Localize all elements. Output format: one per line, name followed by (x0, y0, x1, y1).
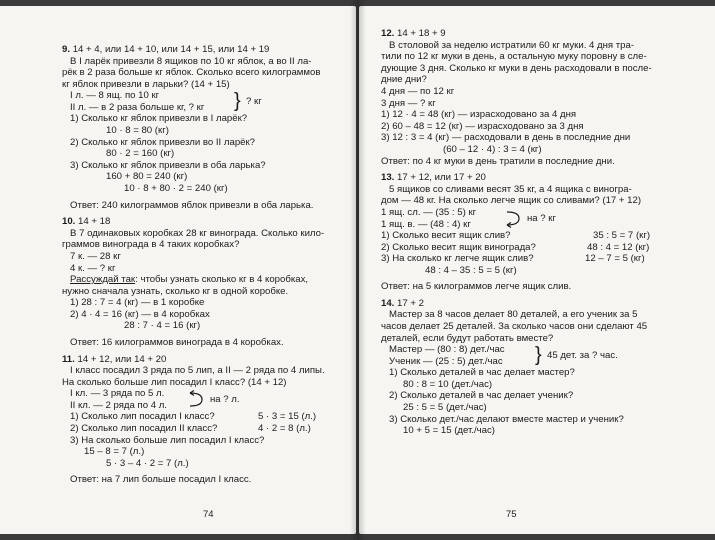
problem-text: В I ларёк привезли 8 ящиков по 10 кг яблок, а во II ла- (70, 55, 312, 67)
solution-step: 3) 12 : 3 = 4 (кг) — расходовали в день в последние дни (381, 132, 631, 144)
solution-step: 2) Сколько деталей в час делает ученик? (389, 390, 574, 402)
condition-line: 4 дня — по 12 кг (381, 85, 455, 97)
condition-line: 7 к. — 28 кг (70, 250, 121, 262)
condition-question: на ? кг (527, 212, 556, 224)
problem-text: дние дни? (381, 74, 427, 86)
solution-step: 2) Сколько весит ящик винограда? 48 : 4 = 12 (кг) (381, 241, 650, 253)
solution-step: 80 · 2 = 160 (кг) (106, 148, 175, 160)
right-brace-icon: } (234, 90, 241, 113)
solution-step: 1) Сколько лип посадил I класс? 5 · 3 = 15 (л.) (70, 411, 317, 423)
problem-text: дующие 3 дня. Сколько кг муки в день расходовали в после- (381, 62, 652, 74)
condition-line: I кл. — 3 ряда по 5 л. (70, 388, 165, 400)
curved-arrow-icon (186, 388, 206, 411)
short-condition (62, 388, 348, 411)
solution-step: 1) 12 · 4 = 48 (кг) — израсходовано за 4 дня (381, 109, 577, 121)
problem-text: деталей, если будут работать вместе? (381, 332, 554, 344)
short-condition (381, 344, 669, 367)
solution-step: 3) Сколько дет./час делают вместе мастер и ученик? (389, 413, 624, 425)
condition-line: Ученик — (25 : 5) дет./час (389, 355, 503, 367)
expression: (60 – 12 · 4) : 3 = 4 (кг) (443, 143, 542, 155)
solution-step: 2) Сколько кг яблок привезли во II ларёк? (70, 136, 256, 148)
solution-step: 2) 4 · 4 = 16 (кг) — в 4 коробках (70, 308, 210, 320)
answer: Ответ: по 4 кг муки в день тратили в последние дни. (381, 155, 615, 167)
right-brace-icon: } (535, 344, 542, 367)
solution-step: 2) Сколько лип посадил II класс? 4 · 2 = 8 (л.) (70, 423, 311, 435)
problem-text: кг яблок привезли в ларьки? (14 + 15) (62, 78, 230, 90)
problem-text: I класс посадил 3 ряда по 5 лип, а II — 2 ряда по 4 липы. (70, 365, 325, 377)
short-condition (381, 207, 669, 230)
condition-line: 3 дня — ? кг (381, 97, 436, 109)
solution-step: 80 : 8 = 10 (дет./час) (403, 378, 493, 390)
problem-text: дом — 48 кг. На сколько легче ящик со сливами? (17 + 12) (381, 195, 642, 207)
expression: 28 : 7 · 4 = 16 (кг) (124, 320, 201, 332)
page-left (0, 6, 356, 534)
solution-step: 2) 60 – 48 = 12 (кг) — израсходовано за 3 дня (381, 120, 584, 132)
solution-step: 3) Сколько кг яблок привезли в оба ларька? (70, 159, 266, 171)
page-right-content (381, 28, 669, 437)
problem-text: В столовой за неделю истратили 60 кг муки. 4 дня тра- (389, 39, 635, 51)
expression: 5 · 3 – 4 · 2 = 7 (л.) (106, 457, 189, 469)
expression: 48 : 4 – 35 : 5 = 5 (кг) (425, 264, 517, 276)
condition-line: Мастер — (80 : 8) дет./час (389, 344, 505, 356)
solution-step: 25 : 5 = 5 (дет./час) (403, 402, 487, 414)
curved-arrow-icon (503, 207, 523, 230)
condition-line: 1 ящ. в. — (48 : 4) кг (381, 218, 471, 230)
problem-text: часов делает 25 деталей. За сколько часов они сделают 45 (381, 321, 648, 333)
condition-question: 45 дет. за ? час. (547, 350, 618, 362)
page-number: 74 (203, 509, 214, 520)
answer: Ответ: 16 килограммов винограда в 4 коробках. (70, 337, 284, 349)
solution-step: 3) На сколько больше лип посадил I класс? (70, 434, 265, 446)
answer: Ответ: на 5 килограммов легче ящик слив. (381, 281, 572, 293)
condition-line: II кл. — 2 ряда по 4 л. (70, 400, 167, 412)
problem-12-heading: 12. 14 + 18 + 9 (381, 28, 446, 39)
page-left-content (62, 44, 348, 486)
problem-text: На сколько больше лип посадил I класс? (14 + 12) (62, 376, 287, 388)
solution-step: 10 · 8 = 80 (кг) (106, 124, 169, 136)
solution-step: 10 + 5 = 15 (дет./час) (403, 425, 496, 437)
problem-10-heading: 10. 14 + 18 (62, 216, 111, 228)
problem-11-heading: 11. 14 + 12, или 14 + 20 (62, 353, 167, 365)
problem-text: рёк в 2 раза больше кг яблок. Сколько всего килограммов (62, 67, 321, 79)
answer: Ответ: 240 килограммов яблок привезли в оба ларька. (70, 199, 314, 211)
condition-question: на ? л. (210, 394, 240, 406)
problem-text: 5 ящиков со сливами весят 35 кг, а 4 ящика с виногра- (389, 183, 632, 195)
condition-line: 4 к. — ? кг (70, 262, 116, 274)
solution-step: 1) Сколько весит ящик слив? 35 : 5 = 7 (кг) (381, 229, 651, 241)
solution-step: 15 – 8 = 7 (л.) (84, 446, 145, 458)
condition-line: I л. — 8 ящ. по 10 кг (70, 90, 160, 102)
reasoning-text: Рассуждай так: чтобы узнать сколько кг в 4 коробках, (70, 274, 309, 286)
problem-14-heading: 14. 17 + 2 (381, 297, 424, 309)
condition-line: 1 ящ. сл. — (35 : 5) кг (381, 206, 477, 218)
solution-step: 1) Сколько кг яблок привезли в I ларёк? (70, 113, 248, 125)
problem-9-heading: 9. 14 + 4, или 14 + 10, или 14 + 15, или 14 + 19 (62, 44, 270, 55)
solution-step: 3) На сколько кг легче ящик слив? 12 – 7 = 5 (кг) (381, 253, 645, 265)
problem-text: граммов винограда в 4 таких коробках? (62, 239, 240, 251)
reasoning-text: нужно сначала узнать, сколько кг в одной коробке. (62, 285, 289, 297)
page-number: 75 (506, 509, 517, 520)
problem-text: Мастер за 8 часов делает 80 деталей, а его ученик за 5 (389, 309, 638, 321)
problem-text: тили по 12 кг муки в день, а остальную муку поровну в сле- (381, 51, 647, 63)
problem-text: В 7 одинаковых коробках 28 кг винограда. Сколько кило- (70, 227, 325, 239)
answer: Ответ: на 7 лип больше посадил I класс. (70, 474, 252, 486)
condition-line: II л. — в 2 раза больше кг, ? кг (70, 101, 205, 113)
solution-step: 1) 28 : 7 = 4 (кг) — в 1 коробке (70, 297, 205, 309)
problem-13-heading: 13. 17 + 12, или 17 + 20 (381, 172, 486, 184)
condition-question: ? кг (246, 96, 262, 108)
solution-step: 1) Сколько деталей в час делает мастер? (389, 367, 575, 379)
short-condition (62, 90, 348, 113)
solution-step: 160 + 80 = 240 (кг) (106, 171, 188, 183)
page-right (359, 6, 715, 534)
expression: 10 · 8 + 80 · 2 = 240 (кг) (124, 182, 228, 194)
